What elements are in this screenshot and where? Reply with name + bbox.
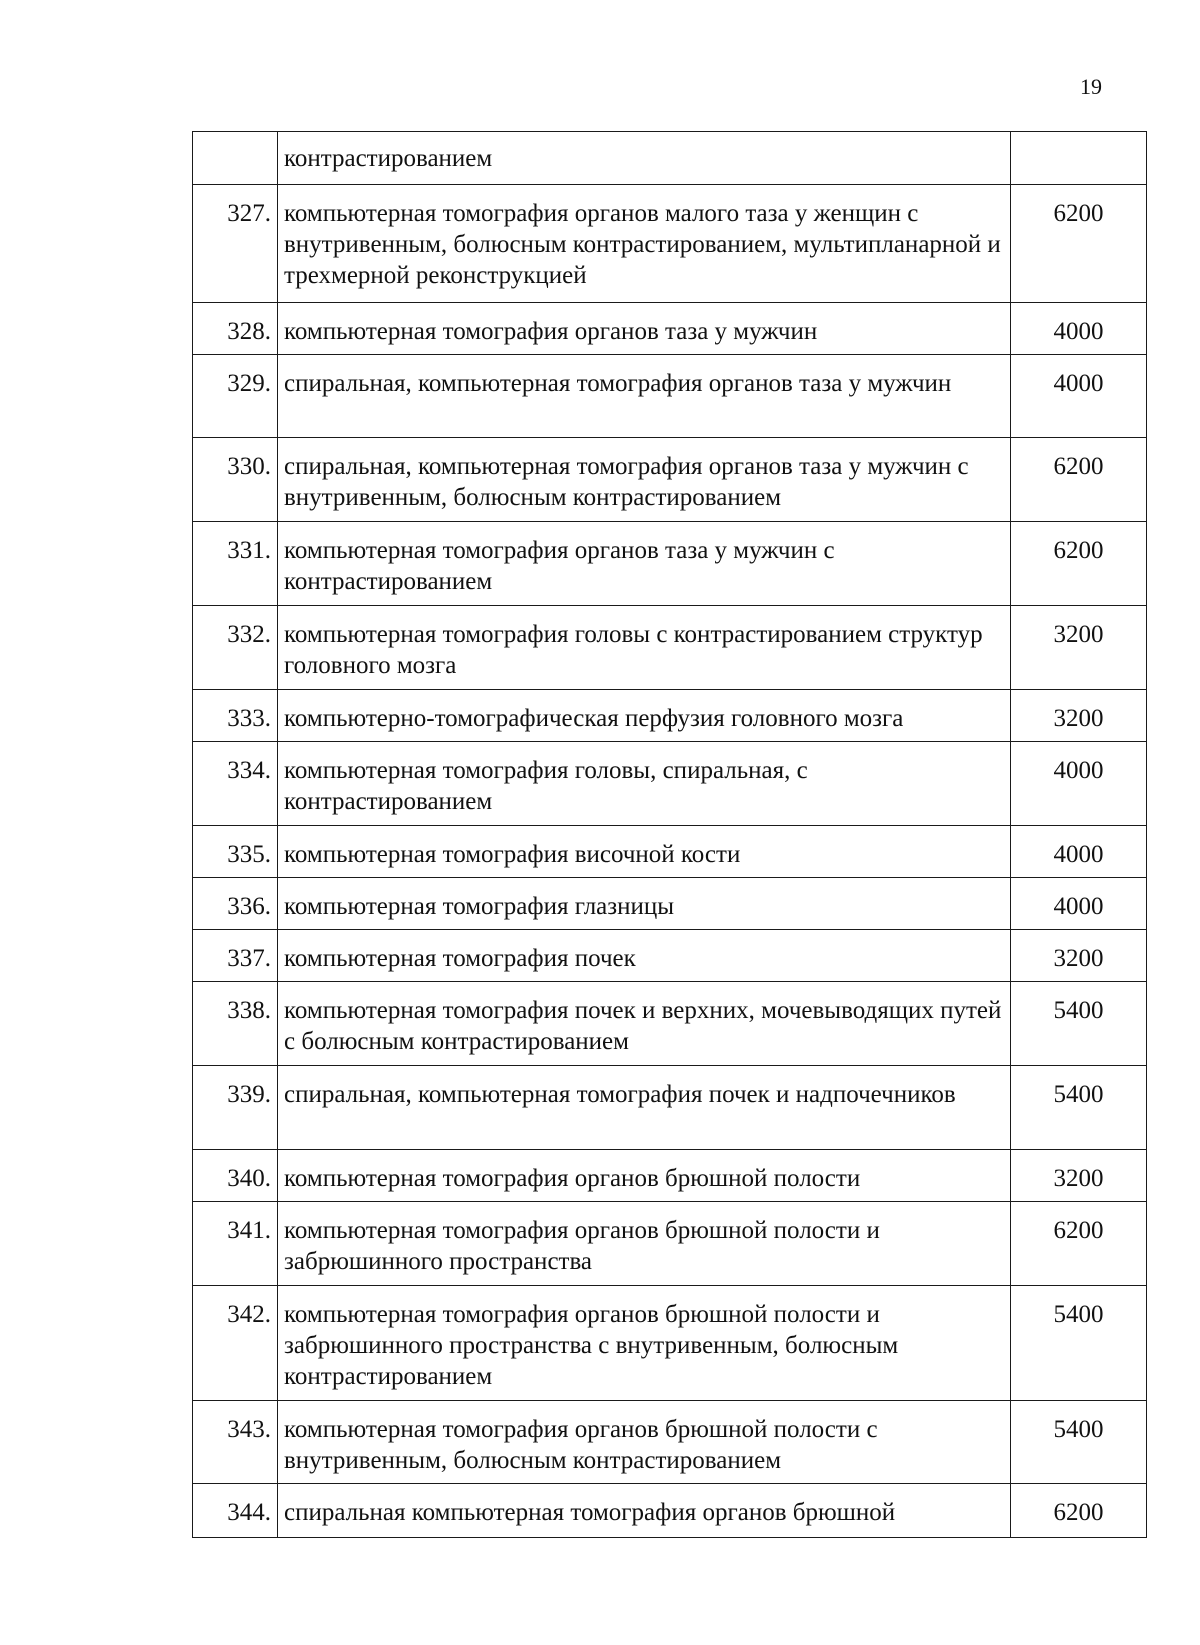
service-name: спиральная, компьютерная томография органов таза у мужчин: [278, 355, 1011, 438]
table-row: [193, 303, 1147, 355]
row-number: 341.: [193, 1202, 278, 1286]
service-name: компьютерная томография органов брюшной полости и забрюшинного пространства: [278, 1202, 1011, 1286]
service-name: контрастированием: [278, 132, 1011, 185]
table-row: [193, 982, 1147, 1066]
table-row: [193, 1066, 1147, 1150]
row-number: 327.: [193, 185, 278, 303]
row-number: 330.: [193, 438, 278, 522]
service-name: спиральная компьютерная томография органов брюшной: [278, 1484, 1011, 1538]
row-number: 332.: [193, 606, 278, 690]
table-row: [193, 606, 1147, 690]
row-number: 342.: [193, 1286, 278, 1401]
row-number: 333.: [193, 690, 278, 742]
service-price: 5400: [1011, 1066, 1147, 1150]
service-name: компьютерная томография головы с контрастированием структур головного мозга: [278, 606, 1011, 690]
service-name: компьютерная томография органов брюшной полости и забрюшинного пространства с внутривенным, болюсным контрастированием: [278, 1286, 1011, 1401]
table-row: [193, 878, 1147, 930]
service-name: компьютерная томография органов брюшной полости с внутривенным, болюсным контрастированием: [278, 1401, 1011, 1484]
table-row: [193, 1401, 1147, 1484]
service-price: 4000: [1011, 355, 1147, 438]
service-price: 6200: [1011, 185, 1147, 303]
service-price: 5400: [1011, 1401, 1147, 1484]
service-price: [1011, 132, 1147, 185]
row-number: 338.: [193, 982, 278, 1066]
row-number: 329.: [193, 355, 278, 438]
service-price: 3200: [1011, 1150, 1147, 1202]
service-price: 3200: [1011, 930, 1147, 982]
service-name: спиральная, компьютерная томография органов таза у мужчин с внутривенным, болюсным контрастированием: [278, 438, 1011, 522]
service-name: компьютерная томография глазницы: [278, 878, 1011, 930]
row-number: 343.: [193, 1401, 278, 1484]
service-price: 6200: [1011, 522, 1147, 606]
table-row: [193, 522, 1147, 606]
service-name: спиральная, компьютерная томография почек и надпочечников: [278, 1066, 1011, 1150]
row-number: 328.: [193, 303, 278, 355]
row-number: 336.: [193, 878, 278, 930]
service-name: компьютерная томография почек: [278, 930, 1011, 982]
table-row: [193, 742, 1147, 826]
service-name: компьютерная томография органов малого таза у женщин с внутривенным, болюсным контрастированием, мультипланарной и трехмерной реконструкцией: [278, 185, 1011, 303]
service-price: 3200: [1011, 606, 1147, 690]
service-price: 6200: [1011, 1202, 1147, 1286]
service-price: 3200: [1011, 690, 1147, 742]
table-row: [193, 930, 1147, 982]
service-name: компьютерная томография органов таза у мужчин с контрастированием: [278, 522, 1011, 606]
row-number: 335.: [193, 826, 278, 878]
row-number: 339.: [193, 1066, 278, 1150]
table-row: [193, 355, 1147, 438]
service-price: 4000: [1011, 826, 1147, 878]
row-number: 344.: [193, 1484, 278, 1538]
table-row: [193, 690, 1147, 742]
service-price: 6200: [1011, 438, 1147, 522]
service-name: компьютерно-томографическая перфузия головного мозга: [278, 690, 1011, 742]
table-row: [193, 438, 1147, 522]
table-row: [193, 1150, 1147, 1202]
table-row: [193, 185, 1147, 303]
service-name: компьютерная томография височной кости: [278, 826, 1011, 878]
row-number: 331.: [193, 522, 278, 606]
row-number: 337.: [193, 930, 278, 982]
table-row: [193, 132, 1147, 185]
row-number: 340.: [193, 1150, 278, 1202]
service-price: 4000: [1011, 742, 1147, 826]
table-row: [193, 826, 1147, 878]
service-price: 6200: [1011, 1484, 1147, 1538]
service-price: 4000: [1011, 303, 1147, 355]
service-price: 4000: [1011, 878, 1147, 930]
table-row: [193, 1484, 1147, 1538]
service-name: компьютерная томография органов брюшной полости: [278, 1150, 1011, 1202]
table-row: [193, 1286, 1147, 1401]
row-number: [193, 132, 278, 185]
table-row: [193, 1202, 1147, 1286]
service-price: 5400: [1011, 1286, 1147, 1401]
price-table: [192, 131, 1147, 1538]
service-name: компьютерная томография органов таза у мужчин: [278, 303, 1011, 355]
service-name: компьютерная томография головы, спиральная, с контрастированием: [278, 742, 1011, 826]
service-price: 5400: [1011, 982, 1147, 1066]
row-number: 334.: [193, 742, 278, 826]
service-name: компьютерная томография почек и верхних, мочевыводящих путей с болюсным контрастированием: [278, 982, 1011, 1066]
page-number: 19: [1080, 74, 1102, 99]
